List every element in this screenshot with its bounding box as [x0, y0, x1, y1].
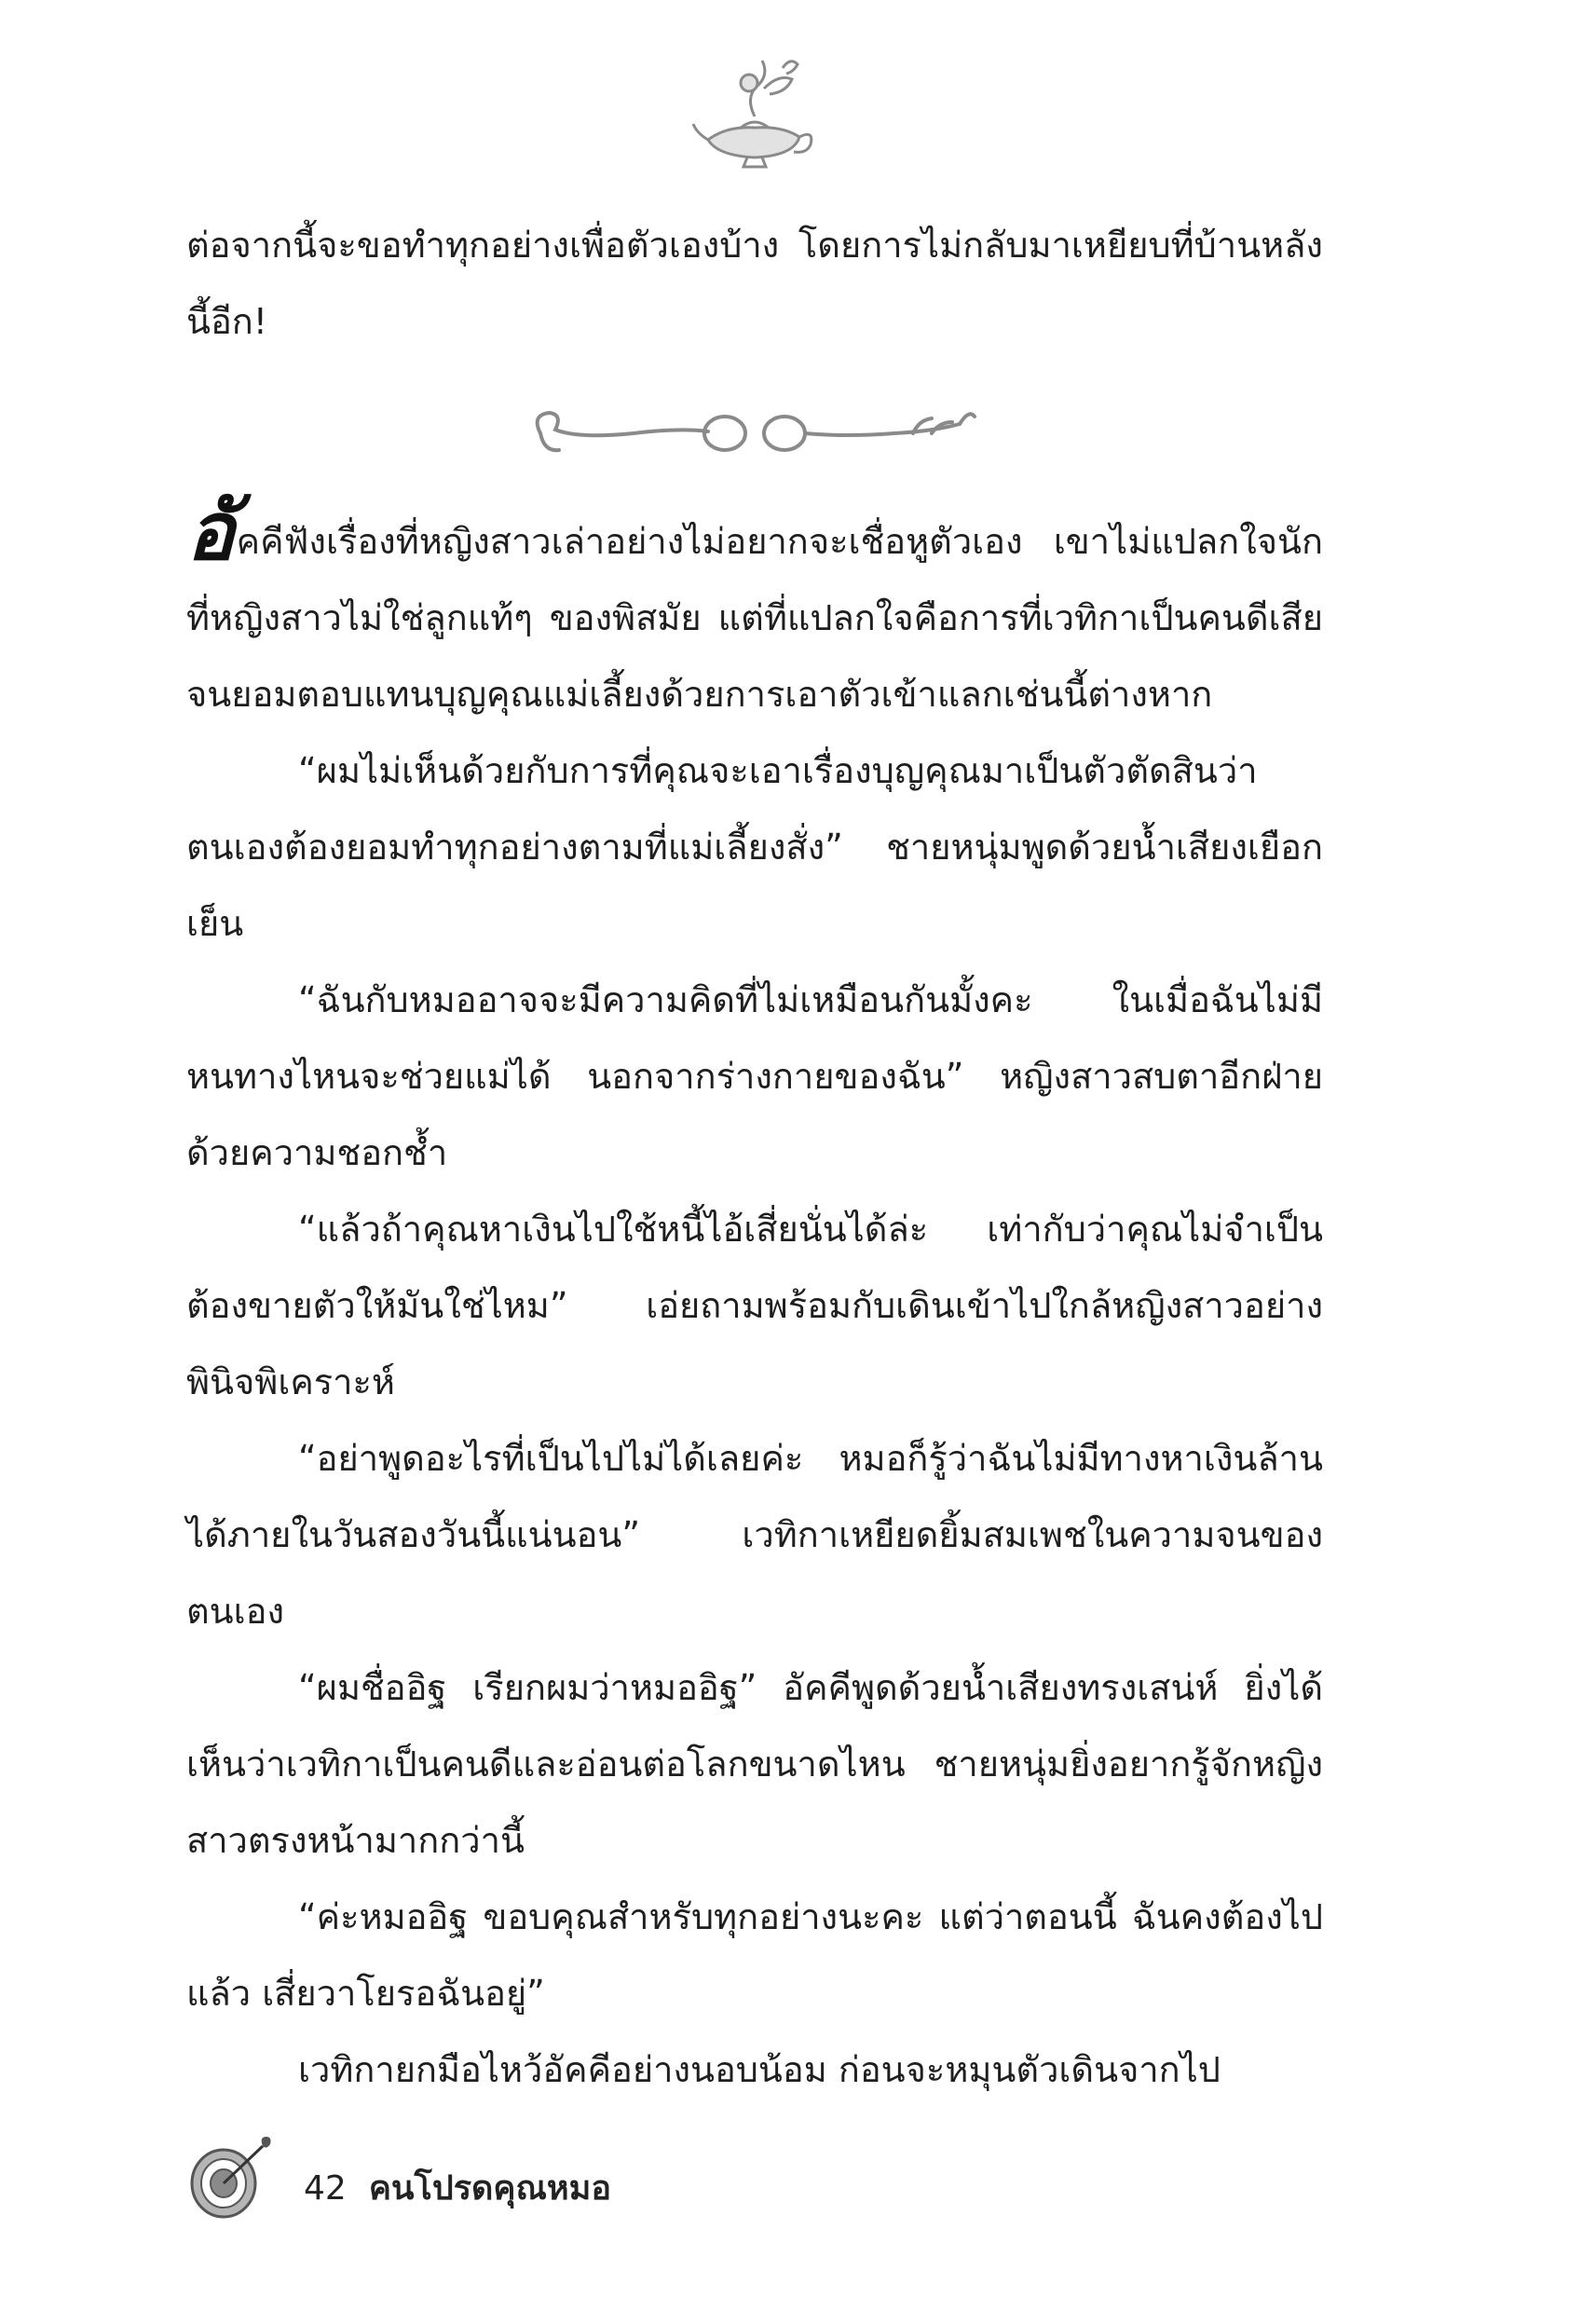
book-title: คนโปรดคุณหมอ [368, 2169, 611, 2208]
paragraph-8: เวทิกายกมือไหว้อัคคีอย่างนอบน้อม ก่อนจะหมุนตัวเดินจากไป [298, 2049, 1221, 2090]
page-number: 42 [304, 2169, 347, 2208]
vine-divider-ornament-icon [522, 396, 988, 471]
drop-cap: อั [186, 485, 235, 579]
body-text [186, 485, 1323, 2108]
paragraph-1 [186, 485, 1323, 732]
paragraph-3: “ฉันกับหมออาจจะมีความคิดที่ไม่เหมือนกันมั้งคะ ในเมื่อฉันไม่มีหนทางไหนจะช่วยแม่ได้ นอกจากร่างกายของฉัน” หญิงสาวสบตาอีกฝ่ายด้วยความชอกช้ำ [186, 979, 1323, 1173]
paragraph-1-text: คคีฟังเรื่องที่หญิงสาวเล่าอย่างไม่อยากจะเชื่อหูตัวเอง เขาไม่แปลกใจนักที่หญิงสาวไม่ใช่ลูกแท้ๆ ของพิสมัย แต่ที่แปลกใจคือการที่เวทิกาเป็นคนดีเสียจนยอมตอบแทนบุญคุณแม่เลี้ยงด้วยการเอาตัวเข้าแลกเช่นนี้ต่างหาก [186, 521, 1323, 715]
continuation-paragraph [186, 207, 1323, 360]
footer-label [304, 2161, 611, 2214]
page-footer [184, 2129, 837, 2232]
continuation-text: ต่อจากนี้จะขอทำทุกอย่างเพื่อตัวเองบ้าง โดยการไม่กลับมาเหยียบที่บ้านหลังนี้อีก! [186, 225, 1323, 342]
paragraph-5: “อย่าพูดอะไรที่เป็นไปไม่ได้เลยค่ะ หมอก็รู้ว่าฉันไม่มีทางหาเงินล้านได้ภายในวันสองวันนี้แน่นอน” เวทิกาเหยียดยิ้มสมเพชในความจนของตนเอง [186, 1438, 1323, 1632]
paragraph-2: “ผมไม่เห็นด้วยกับการที่คุณจะเอาเรื่องบุญคุณมาเป็นตัวตัดสินว่าตนเองต้องยอมทำทุกอย่างตามที่แม่เลี้ยงสั่ง” ชายหนุ่มพูดด้วยน้ำเสียงเยือกเย็น [186, 750, 1323, 944]
paragraph-6: “ผมชื่ออิฐ เรียกผมว่าหมออิฐ” อัคคีพูดด้วยน้ำเสียงทรงเสน่ห์ ยิ่งได้เห็นว่าเวทิกาเป็นคนดีและอ่อนต่อโลกขนาดไหน ชายหนุ่มยิ่งอยากรู้จักหญิงสาวตรงหน้ามากกว่านี้ [186, 1667, 1323, 1861]
paragraph-7: “ค่ะหมออิฐ ขอบคุณสำหรับทุกอย่างนะคะ แต่ว่าตอนนี้ ฉันคงต้องไปแล้ว เสี่ยวาโยรอฉันอยู่” [186, 1896, 1323, 2014]
paragraph-4: “แล้วถ้าคุณหาเงินไปใช้หนี้ไอ้เสี่ยนั่นได้ล่ะ เท่ากับว่าคุณไม่จำเป็นต้องขายตัวให้มันใช่ไหม” เอ่ยถามพร้อมกับเดินเข้าไปใกล้หญิงสาวอย่างพินิจพิเคราะห์ [186, 1209, 1323, 1402]
magic-lamp-ornament-icon [689, 51, 820, 172]
dartboard-heart-icon [184, 2129, 278, 2222]
